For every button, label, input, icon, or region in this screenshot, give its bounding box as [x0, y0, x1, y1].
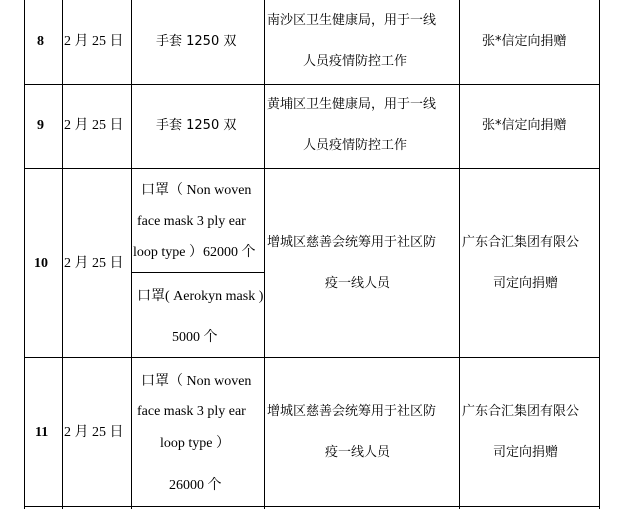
col-border-6 [599, 0, 600, 509]
row-recipient: 增城区慈善会统筹用于社区防 [267, 235, 437, 250]
row-item: 26000 个 [169, 478, 222, 493]
row-donor: 广东合汇集团有限公 [462, 404, 580, 419]
row-date: 2 月 25 日 [64, 256, 124, 271]
row-recipient: 疫一线人员 [325, 445, 391, 460]
item-inner-border [131, 272, 264, 273]
row-number: 10 [34, 256, 48, 271]
row-item: loop type ） [160, 436, 230, 451]
row-donor: 广东合汇集团有限公 [462, 235, 580, 250]
row-border [24, 506, 600, 507]
row-recipient: 人员疫情防控工作 [303, 138, 408, 153]
col-border-1 [24, 0, 25, 509]
row-number: 11 [35, 425, 49, 440]
row-border [24, 84, 600, 85]
col-border-4 [264, 0, 265, 509]
row-item: 口罩( Aerokyn mask ) [137, 289, 264, 304]
row-item: face mask 3 ply ear [137, 404, 246, 419]
row-item: 5000 个 [172, 330, 218, 345]
row-item: 手套 1250 双 [156, 34, 237, 49]
row-recipient: 黄埔区卫生健康局，用于一线 [267, 97, 437, 112]
row-item: 口罩（ Non woven [141, 183, 252, 198]
row-border [24, 168, 600, 169]
row-item: 口罩（ Non woven [141, 374, 252, 389]
row-item: face mask 3 ply ear [137, 214, 246, 229]
row-date: 2 月 25 日 [64, 425, 124, 440]
row-donor: 司定向捐赠 [493, 445, 559, 460]
col-border-5 [459, 0, 460, 509]
row-border [24, 357, 600, 358]
row-number: 8 [37, 34, 44, 49]
row-donor: 司定向捐赠 [493, 276, 559, 291]
row-donor: 张*信定向捐赠 [482, 34, 567, 49]
row-item: loop type ）62000 个 [133, 245, 256, 260]
col-border-3 [131, 0, 132, 509]
row-recipient: 南沙区卫生健康局，用于一线 [267, 13, 437, 28]
row-date: 2 月 25 日 [64, 118, 124, 133]
row-donor: 张*信定向捐赠 [482, 118, 567, 133]
row-recipient: 疫一线人员 [325, 276, 391, 291]
row-date: 2 月 25 日 [64, 34, 124, 49]
row-recipient: 增城区慈善会统筹用于社区防 [267, 404, 437, 419]
col-border-2 [62, 0, 63, 509]
row-item: 手套 1250 双 [156, 118, 237, 133]
row-number: 9 [37, 118, 44, 133]
row-recipient: 人员疫情防控工作 [303, 54, 408, 69]
